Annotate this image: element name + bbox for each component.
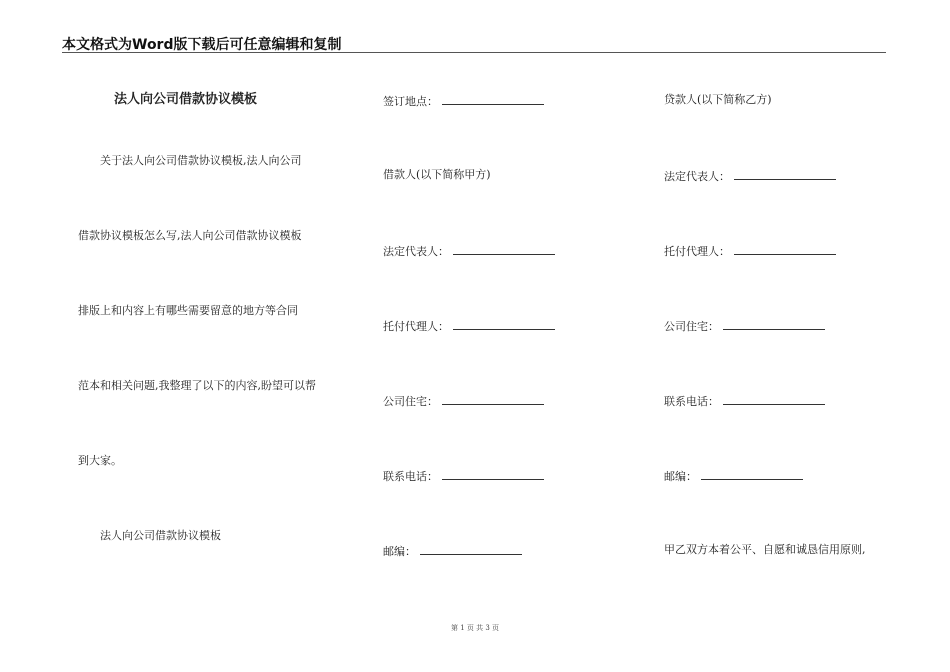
intro-line-1: 关于法人向公司借款协议模板,法人向公司 — [100, 154, 302, 167]
borrower-agent-field — [383, 318, 555, 334]
lender-label: 贷款人(以下简称乙方) — [664, 93, 772, 106]
sign-place-label: 签订地点： — [383, 95, 438, 108]
page-number: 第 1 页 共 3 页 — [450, 624, 500, 632]
borrower-label: 借款人(以下简称甲方) — [383, 168, 491, 181]
lender-address-blank[interactable] — [723, 318, 825, 330]
borrower-address-field — [383, 393, 544, 409]
borrower-phone-blank[interactable] — [442, 468, 544, 480]
lender-postcode-field — [664, 468, 803, 484]
section-subtitle: 法人向公司借款协议模板 — [100, 529, 221, 542]
intro-line-5: 到大家。 — [78, 454, 122, 467]
sign-place-field — [383, 93, 544, 109]
borrower-legal-rep-field — [383, 243, 555, 259]
borrower-postcode-label: 邮编： — [383, 545, 416, 558]
lender-agent-label: 托付代理人： — [664, 245, 730, 258]
document-title: 法人向公司借款协议模板 — [114, 92, 258, 107]
lender-postcode-blank[interactable] — [701, 468, 803, 480]
intro-line-4: 范本和相关问题,我整理了以下的内容,盼望可以帮 — [78, 379, 316, 392]
header-divider — [62, 52, 886, 53]
borrower-legal-rep-label: 法定代表人： — [383, 245, 449, 258]
lender-legal-rep-field — [664, 168, 836, 184]
borrower-agent-blank[interactable] — [453, 318, 555, 330]
borrower-address-label: 公司住宅： — [383, 395, 438, 408]
lender-address-field — [664, 318, 825, 334]
lender-postcode-label: 邮编： — [664, 470, 697, 483]
borrower-phone-label: 联系电话： — [383, 470, 438, 483]
document-header: 本文格式为Word版下载后可任意编辑和复制 — [62, 37, 342, 53]
lender-legal-rep-label: 法定代表人： — [664, 170, 730, 183]
sign-place-blank[interactable] — [442, 93, 544, 105]
borrower-agent-label: 托付代理人： — [383, 320, 449, 333]
borrower-phone-field — [383, 468, 544, 484]
lender-address-label: 公司住宅： — [664, 320, 719, 333]
lender-phone-blank[interactable] — [723, 393, 825, 405]
lender-agent-field — [664, 243, 836, 259]
lender-phone-label: 联系电话： — [664, 395, 719, 408]
borrower-address-blank[interactable] — [442, 393, 544, 405]
borrower-postcode-blank[interactable] — [420, 543, 522, 555]
principle-text: 甲乙双方本着公平、自愿和诚恳信用原则, — [664, 543, 866, 556]
borrower-legal-rep-blank[interactable] — [453, 243, 555, 255]
borrower-postcode-field — [383, 543, 522, 559]
lender-phone-field — [664, 393, 825, 409]
lender-legal-rep-blank[interactable] — [734, 168, 836, 180]
intro-line-3: 排版上和内容上有哪些需要留意的地方等合同 — [78, 304, 298, 317]
lender-agent-blank[interactable] — [734, 243, 836, 255]
intro-line-2: 借款协议模板怎么写,法人向公司借款协议模板 — [78, 229, 302, 242]
